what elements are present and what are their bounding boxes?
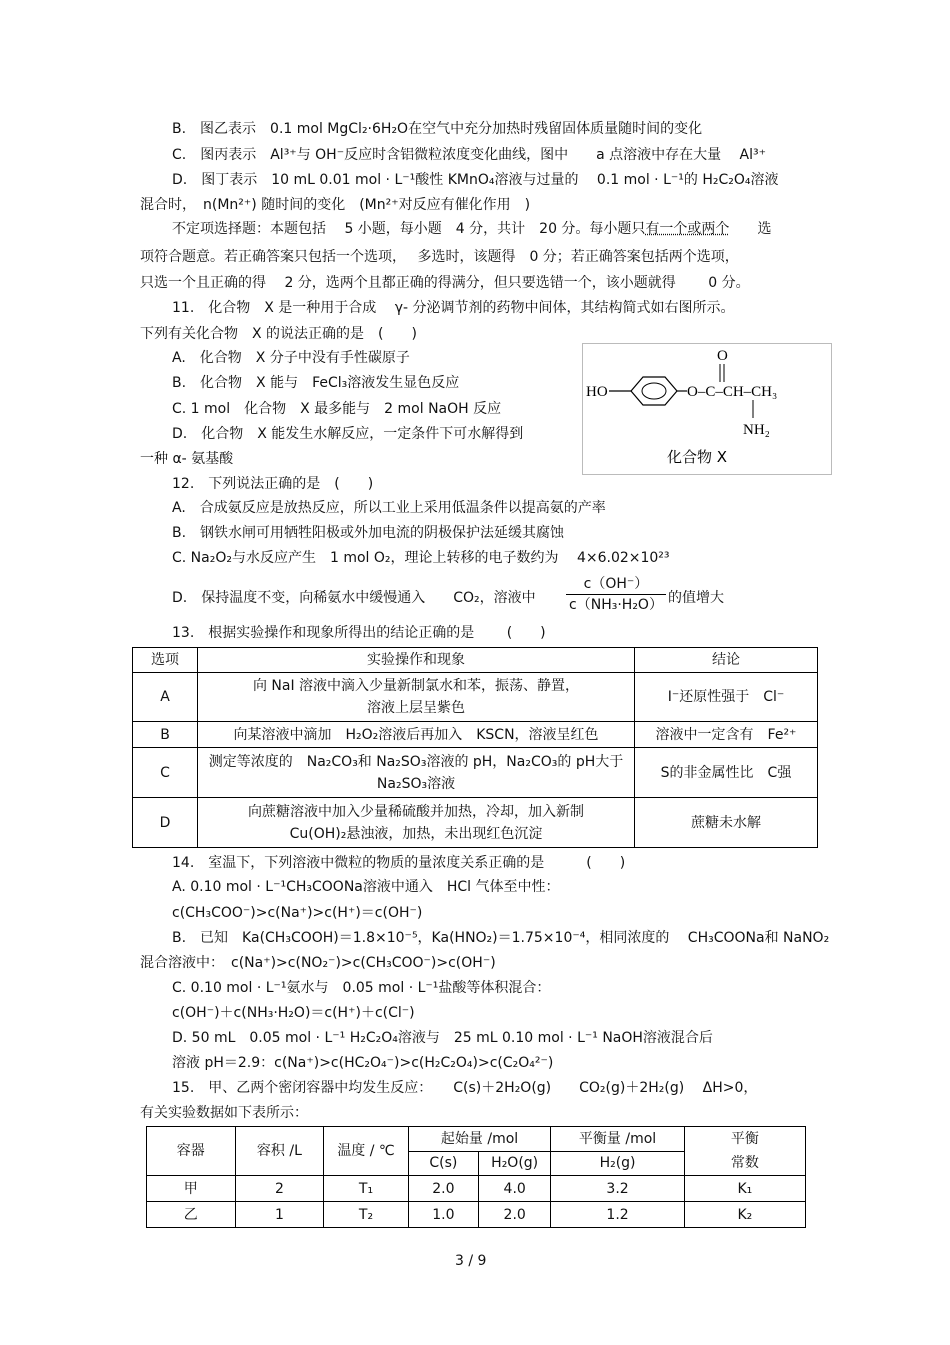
q14-option-a-eq: c(CH₃COO⁻)>c(Na⁺)>c(H⁺)＝c(OH⁻) xyxy=(172,905,423,921)
header-option: 选项 xyxy=(133,648,198,673)
question-12: 12. 下列说法正确的是 ( ) xyxy=(172,476,374,492)
table-header xyxy=(147,1127,806,1152)
cell-conclusion: 溶液中一定含有 Fe²⁺ xyxy=(635,722,818,748)
section-intro-text: 不定项选择题：本题包括 5 小题，每小题 4 分，共计 20 分。每小题只 xyxy=(172,221,646,237)
cell-operation: 向某溶液中滴加 H₂O₂溶液后再加入 KSCN，溶液呈红色 xyxy=(198,722,635,748)
structure-diagram xyxy=(583,344,831,474)
q14-option-c: C. 0.10 mol · L⁻¹氨水与 0.05 mol · L⁻¹盐酸等体积混合： xyxy=(172,980,551,996)
cell-operation: 向 NaI 溶液中滴入少量新制氯水和苯，振荡、静置，溶液上层呈紫色 xyxy=(198,673,635,722)
emphasis-text: 有一个或两个 xyxy=(645,221,730,237)
fraction-numerator: c（OH⁻） xyxy=(583,576,649,592)
subheader-h2: H₂(g) xyxy=(551,1151,684,1176)
table-row xyxy=(147,1202,806,1228)
cell: 3.2 xyxy=(551,1176,684,1202)
table-15 xyxy=(146,1126,806,1228)
q11-option-d: D. 化合物 X 能发生水解反应，一定条件下可水解得到 xyxy=(172,426,524,442)
line-option-d: D. 图丁表示 10 mL 0.01 mol · L⁻¹酸性 KMnO₄溶液与过量的 0.1 mol · L⁻¹的 H₂C₂O₄溶液 xyxy=(172,172,779,188)
question-11-stem: 下列有关化合物 X 的说法正确的是 ( ) xyxy=(140,326,417,342)
amine-group: NH₂ xyxy=(743,422,770,438)
q14-option-b: B. 已知 Ka(CH₃COOH)＝1.8×10⁻⁵，Ka(HNO₂)＝1.75×10⁻⁴，相同浓度的 CH₃COONa和 NaNO₂ xyxy=(172,930,830,946)
q12-option-c: C. Na₂O₂与水反应产生 1 mol O₂，理论上转移的电子数约为 4×6.02×10²³ xyxy=(172,550,670,566)
line-option-d-cont: 混合时， n(Mn²⁺) 随时间的变化 (Mn²⁺对反应有催化作用 ) xyxy=(140,197,531,213)
table-row xyxy=(133,722,818,748)
cell-option: B xyxy=(133,722,198,748)
q11-option-c: C. 1 mol 化合物 X 最多能与 2 mol NaOH 反应 xyxy=(172,401,502,417)
section-intro-tail: 选 xyxy=(757,221,772,237)
q12-option-d: D. 保持温度不变，向稀氨水中缓慢通入 CO₂，溶液中 xyxy=(172,590,536,606)
cell-operation: 测定等浓度的 Na₂CO₃和 Na₂SO₃溶液的 pH，Na₂CO₃的 pH大于 Na₂SO₃溶液 xyxy=(198,748,635,798)
table-row xyxy=(133,798,818,848)
cell: 1.2 xyxy=(551,1202,684,1228)
table-header xyxy=(133,648,818,673)
table-row xyxy=(133,673,818,722)
q12-option-a: A. 合成氨反应是放热反应，所以工业上采用低温条件以提高氨的产率 xyxy=(172,500,606,516)
fraction-denominator: c（NH₃·H₂O） xyxy=(569,597,663,613)
cell: T₁ xyxy=(324,1176,409,1202)
header-constant-text: 平衡常数 xyxy=(730,1131,759,1171)
table-row xyxy=(133,748,818,798)
question-14: 14. 室温下，下列溶液中微粒的物质的量浓度关系正确的是 ( ) xyxy=(172,855,626,871)
header-constant xyxy=(684,1127,805,1176)
cell-option: D xyxy=(133,798,198,848)
cell-option: C xyxy=(133,748,198,798)
page-number: 3 / 9 xyxy=(455,1253,487,1269)
cell: K₂ xyxy=(684,1202,805,1228)
formula-left: HO xyxy=(586,384,608,400)
fraction xyxy=(566,575,666,614)
cell-conclusion: I⁻还原性强于 Cl⁻ xyxy=(635,673,818,722)
table-13 xyxy=(132,647,818,848)
q14-option-c-eq: c(OH⁻)＋c(NH₃·H₂O)＝c(H⁺)＋c(Cl⁻) xyxy=(172,1005,415,1021)
subheader-c: C(s) xyxy=(408,1151,478,1176)
q11-option-d-cont: 一种 α- 氨基酸 xyxy=(140,451,234,467)
cell: 甲 xyxy=(147,1176,236,1202)
q14-option-d-eq: 溶液 pH＝2.9：c(Na⁺)>c(HC₂O₄⁻)>c(H₂C₂O₄)>c(C₂O₄²⁻) xyxy=(172,1055,554,1071)
cell: 4.0 xyxy=(479,1176,551,1202)
header-container: 容器 xyxy=(147,1127,236,1176)
question-15: 15. 甲、乙两个密闭容器中均发生反应： C(s)＋2H₂O(g) CO₂(g)＋2H₂(g) ΔH>0， xyxy=(172,1080,758,1096)
cell: 1.0 xyxy=(408,1202,478,1228)
cell: K₁ xyxy=(684,1176,805,1202)
section-intro-3: 只选一个且正确的得 2 分，选两个且都正确的得满分，但只要选错一个，该小题就得 0 分。 xyxy=(140,275,750,291)
line-option-b: B. 图乙表示 0.1 mol MgCl₂·6H₂O在空气中充分加热时残留固体质量随时间的变化 xyxy=(172,121,703,137)
header-conclusion: 结论 xyxy=(635,648,818,673)
formula-mid: O–C–CH–CH₃ xyxy=(687,384,778,400)
cell: 2 xyxy=(235,1176,324,1202)
table-row xyxy=(147,1176,806,1202)
figure-caption: 化合物 X xyxy=(667,448,728,466)
header-equilibrium: 平衡量 /mol xyxy=(551,1127,684,1152)
compound-x-figure xyxy=(582,343,832,475)
section-intro xyxy=(172,220,771,238)
q12-option-b: B. 钢铁水闸可用牺牲阳极或外加电流的阴极保护法延缓其腐蚀 xyxy=(172,525,565,541)
question-11: 11. 化合物 X 是一种用于合成 γ- 分泌调节剂的药物中间体，其结构简式如右图所示。 xyxy=(172,300,735,316)
q14-option-a: A. 0.10 mol · L⁻¹CH₃COONa溶液中通入 HCl 气体至中性： xyxy=(172,879,560,895)
line-option-c: C. 图丙表示 Al³⁺与 OH⁻反应时含铝微粒浓度变化曲线，图中 a 点溶液中存在大量 Al³⁺ xyxy=(172,147,767,163)
header-volume: 容积 /L xyxy=(235,1127,324,1176)
cell-conclusion: S的非金属性比 C强 xyxy=(635,748,818,798)
header-initial: 起始量 /mol xyxy=(408,1127,551,1152)
cell-operation: 向蔗糖溶液中加入少量稀硫酸并加热，冷却，加入新制 Cu(OH)₂悬浊液，加热，未出现红色沉淀 xyxy=(198,798,635,848)
q11-option-a: A. 化合物 X 分子中没有手性碳原子 xyxy=(172,350,410,366)
cell: 乙 xyxy=(147,1202,236,1228)
header-temperature: 温度 / ℃ xyxy=(324,1127,409,1176)
cell: T₂ xyxy=(324,1202,409,1228)
cell: 2.0 xyxy=(479,1202,551,1228)
q14-option-d: D. 50 mL 0.05 mol · L⁻¹ H₂C₂O₄溶液与 25 mL 0.10 mol · L⁻¹ NaOH溶液混合后 xyxy=(172,1030,713,1046)
question-13: 13. 根据实验操作和现象所得出的结论正确的是 ( ) xyxy=(172,625,546,641)
header-operation: 实验操作和现象 xyxy=(198,648,635,673)
cell: 1 xyxy=(235,1202,324,1228)
carbonyl-oxygen: O xyxy=(717,348,728,364)
cell-option: A xyxy=(133,673,198,722)
q11-option-b: B. 化合物 X 能与 FeCl₃溶液发生显色反应 xyxy=(172,375,460,391)
q14-option-b-eq: 混合溶液中： c(Na⁺)>c(NO₂⁻)>c(CH₃COO⁻)>c(OH⁻) xyxy=(140,955,496,971)
cell-conclusion: 蔗糖未水解 xyxy=(635,798,818,848)
subheader-h2o: H₂O(g) xyxy=(479,1151,551,1176)
cell: 2.0 xyxy=(408,1176,478,1202)
section-intro-2: 项符合题意。若正确答案只包括一个选项， 多选时，该题得 0 分；若正确答案包括两个选项， xyxy=(140,249,739,265)
q12-option-d-tail: 的值增大 xyxy=(668,590,724,606)
question-15-stem: 有关实验数据如下表所示： xyxy=(140,1105,308,1121)
benzene-ring xyxy=(631,377,677,405)
